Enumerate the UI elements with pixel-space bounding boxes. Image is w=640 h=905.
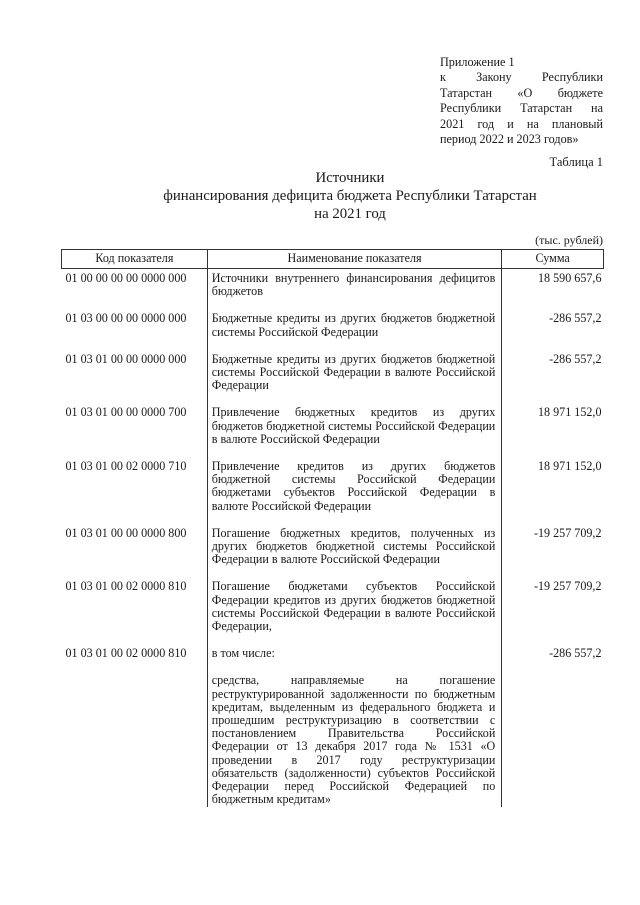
row-code: 01 03 00 00 00 0000 000 bbox=[65, 311, 187, 326]
appendix-block bbox=[440, 55, 603, 147]
row-sum: 18 971 152,0 bbox=[538, 405, 602, 420]
row-gap bbox=[62, 392, 604, 403]
financing-sources-table bbox=[61, 249, 604, 807]
appendix-line: 2021 год и на плановый bbox=[440, 116, 603, 131]
row-code: 01 03 01 00 02 0000 810 bbox=[65, 646, 187, 661]
row-code: 01 03 01 00 00 0000 000 bbox=[65, 351, 187, 366]
row-gap bbox=[62, 633, 604, 644]
table-row bbox=[62, 524, 604, 567]
row-gap bbox=[62, 660, 604, 671]
table-row bbox=[62, 350, 604, 393]
table-row bbox=[62, 671, 604, 806]
row-name: средства, направляемые на погашение реструктурированной задолженности по бюджетным кредитам, выделенным из федерального бюджета и прошедшим реструктуризацию в соответствии с постановлением Правительства Российской Федерации от 13 декабря 2017 года № 1531 «О проведении в 2017 году реструктуризации обязательств (задолженности) субъектов Российской Федерации перед Российской Федерацией по бюджетным кредитам» bbox=[207, 671, 502, 806]
row-name: Бюджетные кредиты из других бюджетов бюджетной системы Российской Федерации bbox=[207, 309, 502, 338]
row-name: Источники внутреннего финансирования дефицитов бюджетов bbox=[207, 269, 502, 299]
table-row bbox=[62, 309, 604, 338]
row-name: Бюджетные кредиты из других бюджетов бюджетной системы Российской Федерации в валюте Российской Федерации bbox=[207, 350, 502, 393]
row-gap bbox=[62, 339, 604, 350]
table-row bbox=[62, 403, 604, 446]
row-code bbox=[62, 671, 208, 806]
table-header-row bbox=[62, 250, 604, 269]
row-gap bbox=[62, 446, 604, 457]
table-row bbox=[62, 577, 604, 633]
header-name: Наименование показателя bbox=[207, 250, 502, 269]
appendix-line: Республики Татарстан на bbox=[440, 101, 603, 116]
row-sum: 18 971 152,0 bbox=[538, 459, 602, 474]
units-label: (тыс. рублей) bbox=[535, 233, 603, 247]
row-sum: -286 557,2 bbox=[549, 311, 602, 326]
title-line-1: Источники bbox=[315, 170, 385, 186]
row-code: 01 03 01 00 02 0000 810 bbox=[65, 579, 187, 594]
row-gap bbox=[62, 513, 604, 524]
row-gap bbox=[62, 298, 604, 309]
appendix-line: Приложение 1 bbox=[440, 55, 515, 69]
row-name: Погашение бюджетами субъектов Российской Федерации кредитов из других бюджетов бюджетной системы Российской Федерации в валюте Российской Федерации, bbox=[207, 577, 502, 633]
table-row bbox=[62, 269, 604, 299]
table-number: Таблица 1 bbox=[549, 155, 603, 169]
row-code: 01 00 00 00 00 0000 000 bbox=[65, 271, 187, 285]
row-code: 01 03 01 00 00 0000 800 bbox=[65, 525, 187, 540]
appendix-line: период 2022 и 2023 годов» bbox=[440, 132, 579, 147]
appendix-line: Татарстан «О бюджете bbox=[440, 85, 603, 100]
table-row bbox=[62, 457, 604, 513]
row-code: 01 03 01 00 02 0000 710 bbox=[65, 459, 187, 474]
row-sum: -286 557,2 bbox=[549, 351, 602, 366]
row-name: Погашение бюджетных кредитов, полученных из других бюджетов бюджетной системы Российской Федерации в валюте Российской Федерации bbox=[207, 524, 502, 567]
row-code: 01 03 01 00 00 0000 700 bbox=[65, 405, 187, 420]
header-code: Код показателя bbox=[62, 250, 208, 269]
title-line-2: финансирования дефицита бюджета Республики Татарстан bbox=[163, 188, 537, 204]
table-row bbox=[62, 644, 604, 660]
row-sum: 18 590 657,6 bbox=[538, 271, 602, 285]
row-name: Привлечение кредитов из других бюджетов бюджетной системы Российской Федерации бюджетами субъектов Российской Федерации в валюте Российской Федерации bbox=[207, 457, 502, 513]
row-sum bbox=[502, 671, 604, 806]
row-sum: -19 257 709,2 bbox=[533, 525, 602, 540]
row-name: в том числе: bbox=[207, 644, 502, 660]
row-sum: -286 557,2 bbox=[549, 646, 602, 661]
header-sum: Сумма bbox=[502, 250, 604, 269]
appendix-line: к Закону Республики bbox=[440, 70, 603, 85]
row-gap bbox=[62, 566, 604, 577]
row-sum: -19 257 709,2 bbox=[533, 579, 602, 594]
row-name: Привлечение бюджетных кредитов из других бюджетов бюджетной системы Российской Федерации в валюте Российской Федерации bbox=[207, 403, 502, 446]
title-line-3: на 2021 год bbox=[314, 206, 386, 222]
